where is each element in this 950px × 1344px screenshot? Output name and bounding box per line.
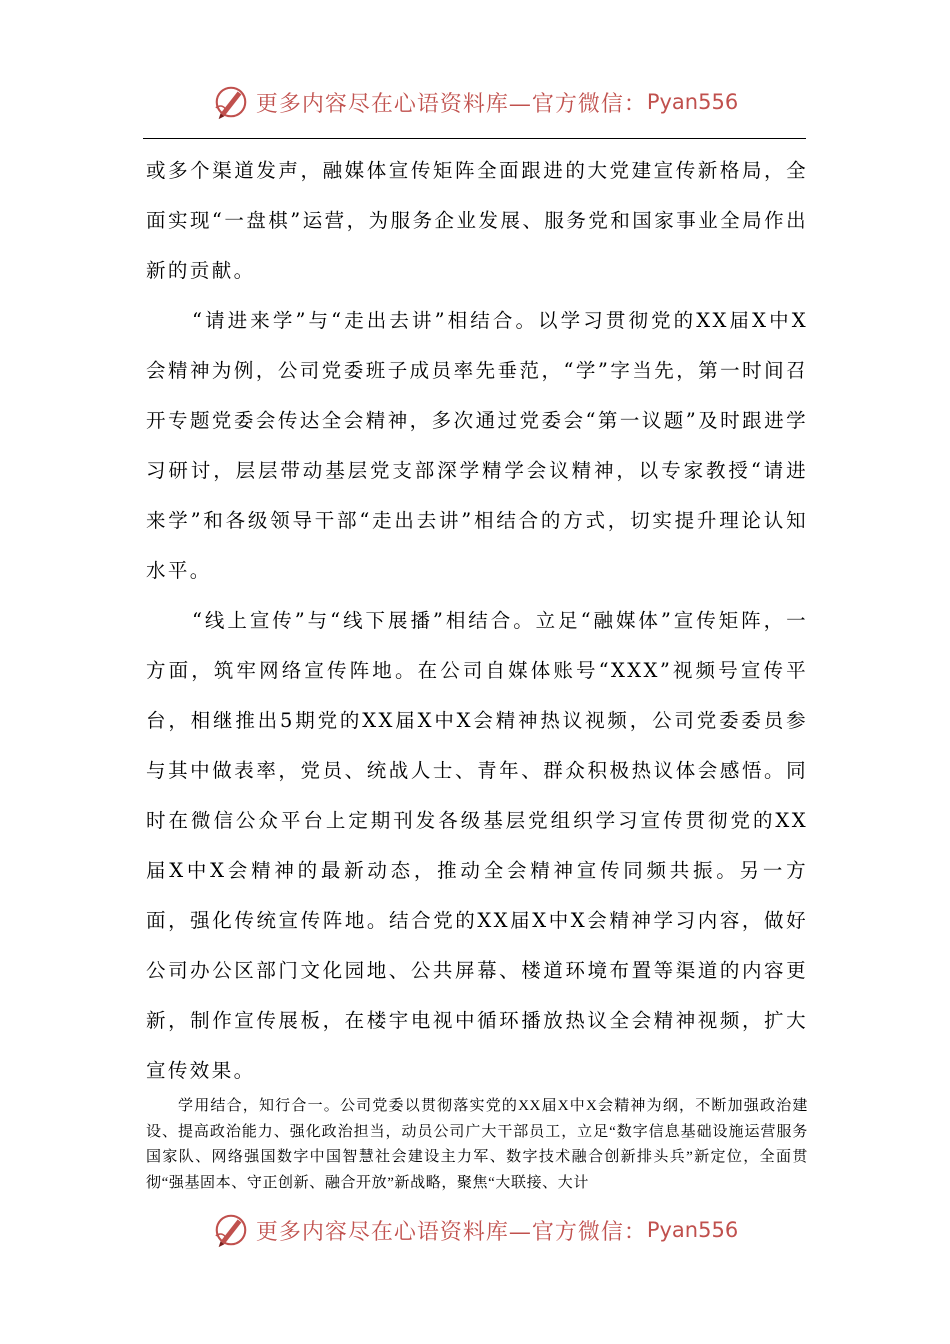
paragraph-continuation: 或多个渠道发声，融媒体宣传矩阵全面跟进的大党建宣传新格局，全面实现“一盘棋”运营，为服务企业发展、服务党和国家事业全局作出新的贡献。 — [146, 159, 808, 282]
header-banner — [0, 80, 950, 124]
header-text: 更多内容尽在心语资料库—官方微信： — [255, 91, 647, 117]
paragraph-small-print: 学用结合，知行合一。公司党委以贯彻落实党的XX届X中X会精神为纲，不断加强政治建设、提高政治能力、强化政治担当，动员公司广大干部员工，立足“数字信息基础设施运营服务国家队、网络强国数字中国智慧社会建设主力军、数字技术融合创新排头兵”新定位，全面贯彻“强基固本、守正创新、融合开放”新战略，聚焦“大联接、大计 — [146, 1098, 808, 1191]
footer-banner — [0, 1208, 950, 1252]
pen-logo-icon — [212, 83, 250, 121]
header-divider — [143, 138, 806, 139]
header-wechat-id: Pyan556 — [646, 90, 739, 114]
pen-logo-icon — [212, 1211, 250, 1249]
document-body — [146, 146, 808, 1096]
paragraph-online-offline: “线上宣传”与“线下展播”相结合。立足“融媒体”宣传矩阵，一方面，筑牢网络宣传阵地。在公司自媒体账号“XXX”视频号宣传平台，相继推出5期党的XX届X中X会精神热议视频，公司党委委员参与其中做表率，党员、统战人士、青年、群众积极热议体会感悟。同时在微信公众平台上定期刊发各级基层党组织学习宣传贯彻党的XX届X中X会精神的最新动态，推动全会精神宣传同频共振。另一方面，强化传统宣传阵地。结合党的XX届X中X会精神学习内容，做好公司办公区部门文化园地、公共屏幕、楼道环境布置等渠道的内容更新，制作宣传展板，在楼宇电视中循环播放热议全会精神视频，扩大宣传效果。 — [146, 609, 808, 1082]
footer-text: 更多内容尽在心语资料库—官方微信： — [255, 1219, 647, 1245]
footer-wechat-id: Pyan556 — [646, 1218, 739, 1242]
paragraph-study-lecture: “请进来学”与“走出去讲”相结合。以学习贯彻党的XX届X中X会精神为例，公司党委班子成员率先垂范，“学”字当先，第一时间召开专题党委会传达全会精神，多次通过党委会“第一议题”及时跟进学习研讨，层层带动基层党支部深学精学会议精神，以专家教授“请进来学”和各级领导干部“走出去讲”相结合的方式，切实提升理论认知水平。 — [146, 309, 808, 582]
